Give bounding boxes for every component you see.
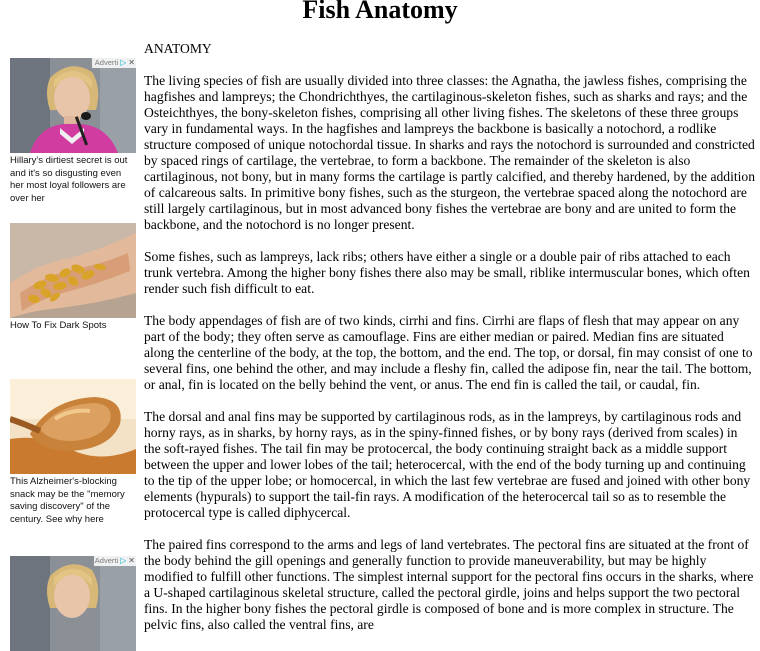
ad-image-hand-with-oats[interactable] — [10, 223, 136, 318]
article-paragraph: Some fishes, such as lampreys, lack ribs; others have either a single or a double pair of ribs attached to each trunk vertebra. Among the higher bony fishes there also may be small, riblike intermuscular bones, which often render such fish difficult to eat. — [144, 249, 750, 296]
ad-image-woman-speaking[interactable] — [10, 556, 136, 651]
article-body — [144, 41, 756, 649]
sponsored-ad[interactable] — [10, 556, 136, 651]
ad-caption[interactable]: This Alzheimer's-blocking snack may be the "memory saving discovery" of the century. See why here — [10, 476, 125, 525]
adchoices-badge[interactable]: Adverti ▷ ✕ — [94, 556, 135, 565]
ad-caption[interactable]: How To Fix Dark Spots — [10, 320, 107, 331]
adchoices-badge[interactable]: Adverti ▷ ✕ — [92, 58, 136, 68]
ad-image-spoon-peanut-butter[interactable] — [10, 379, 136, 474]
adchoices-icon: ▷ — [120, 58, 127, 67]
sponsored-ad[interactable] — [10, 58, 136, 205]
spoon-of-peanut-butter-photo — [10, 379, 136, 474]
sponsored-ad[interactable] — [10, 223, 136, 333]
adchoices-icon: ▷ — [120, 556, 127, 565]
close-icon[interactable]: ✕ — [128, 58, 135, 67]
page-title: Fish Anatomy — [302, 0, 458, 24]
sponsored-ad[interactable] — [10, 379, 136, 526]
woman-speaking-photo — [10, 58, 136, 153]
ad-caption[interactable]: Hillary's dirtiest secret is out and it's so disgusting even her most loyal followers are over her — [10, 155, 128, 204]
section-heading: ANATOMY — [144, 41, 212, 56]
woman-speaking-photo — [10, 556, 136, 651]
hand-with-oats-photo — [10, 223, 136, 318]
ad-image-woman-speaking[interactable] — [10, 58, 136, 153]
close-icon[interactable]: ✕ — [128, 556, 135, 565]
article-paragraph: The body appendages of fish are of two kinds, cirrhi and fins. Cirrhi are flaps of flesh that may appear on any part of the body; they often serve as camouflage. Fins are either median or paired. Median fins are situated along the centerline of the body, at the top, the bottom, and the end. The top, or dorsal, fin may consist of one to several fins, one behind the other, and may include a fleshy fin, called the adipose fin, near the tail. The bottom, or anal, fin is located on the belly behind the vent, or anus. The end fin is called the tail, or caudal, fin. — [144, 313, 753, 392]
article-paragraph: The living species of fish are usually divided into three classes: the Agnatha, the jawless fishes, comprising the hagfishes and lampreys; the Chondrichthyes, the cartilaginous-skeleton fishes, such as sharks and rays; and the Osteichthyes, the bony-skeleton fishes, comprising all other living fishes. The skeletons of these three groups vary in fundamental ways. In the hagfishes and lampreys the backbone is basically a notochord, a rodlike structure composed of unique notochordal tissue. In sharks and rays the notochord is surrounded and constricted by spaced rings of cartilage, the vertebrae, to form a backbone. The remainder of the skeleton is also cartilaginous, not bony, but in many forms the cartilage is partly calcified, and thereby hardened, by the addition of calcareous salts. In primitive bony fishes, such as the sturgeon, the vertebrae spaced along the notochord are still largely cartilaginous, but in most advanced bony fishes the vertebrae are bony and are united to form the backbone, and the notochord is no longer present. — [144, 73, 756, 232]
article-paragraph: The dorsal and anal fins may be supported by cartilaginous rods, as in the lampreys, by cartilaginous rods and horny rays, as in sharks, by horny rays, as in the spiny-finned fishes, or by bony rays (derived from scales) in the soft-rayed fishes. The tail fin may be protocercal, the body continuing straight back as a middle support between the upper and lower lobes of the tail; heterocercal, with the end of the body turning up and continuing to the tip of the upper lobe; or homocercal, in which the last few vertebrae are fused and joined with other bony elements (hypurals) to support the tail-fin rays. A modification of the heterocercal tail so as to resemble the protocercal type is called diphycercal. — [144, 409, 751, 520]
article-paragraph: The paired fins correspond to the arms and legs of land vertebrates. The pectoral fins are situated at the front of the body behind the gill openings and generally function to provide maneuverability, but may be highly modified to fulfill other functions. The simplest internal support for the pectoral fins occurs in the sharks, where a U-shaped cartilaginous skeletal structure, called the pectoral girdle, joins and helps support the two pectoral fins. In the higher bony fishes the pectoral girdle is composed of bone and is more complex in structure. The pelvic fins, also called the ventral fins, are — [144, 537, 754, 632]
